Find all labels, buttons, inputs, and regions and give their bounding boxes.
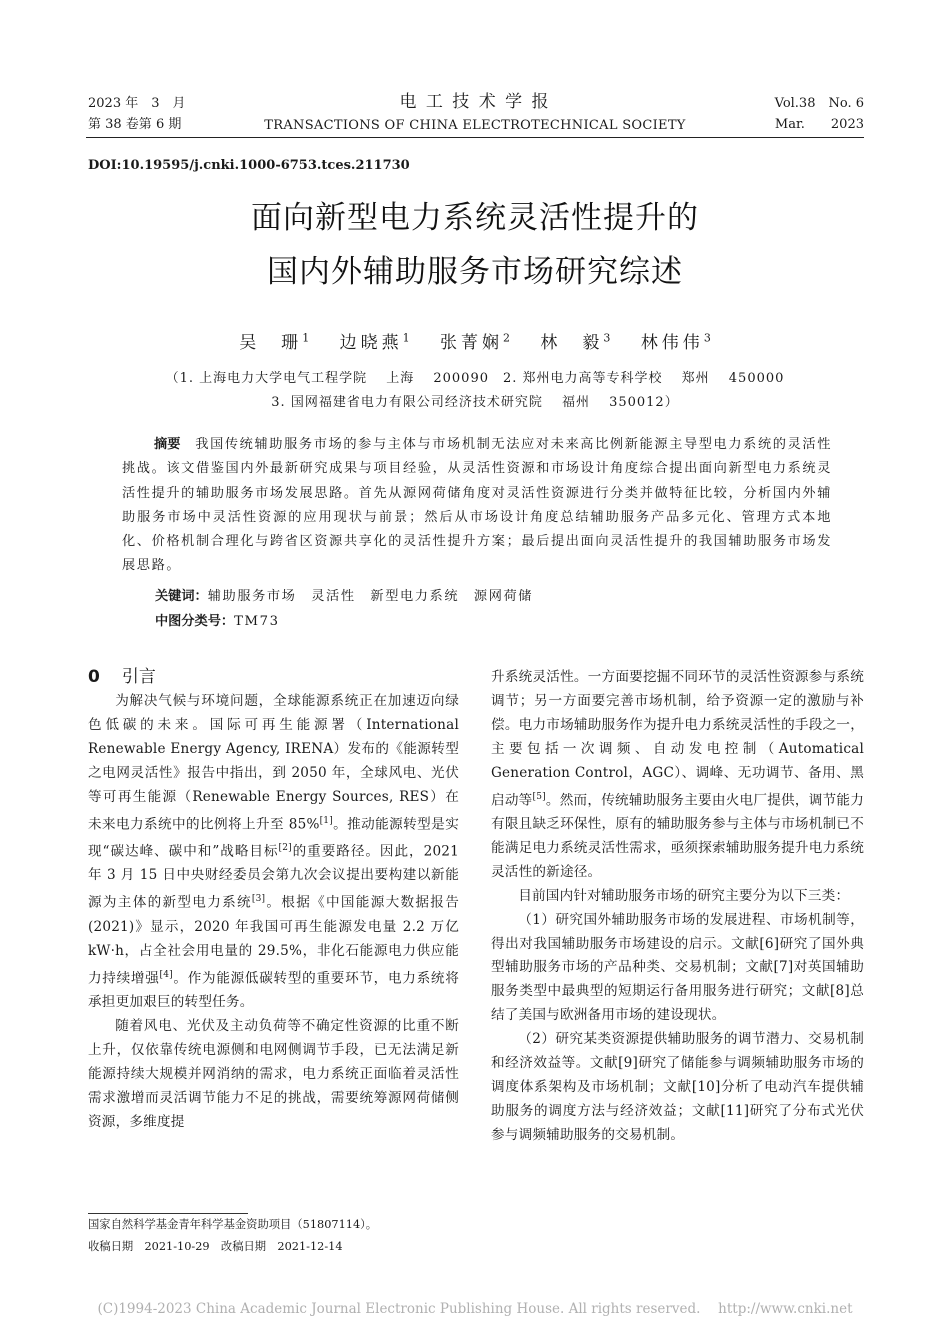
author: 林 毅$^3$ <box>540 331 611 353</box>
funding-note: 国家自然科学基金青年科学基金资助项目（51807114）。 <box>88 1218 378 1231</box>
paragraph: 目前国内针对辅助服务市场的研究主要分为以下三类： <box>518 887 850 904</box>
journal-name-en: TRANSACTIONS OF CHINA ELECTROTECHNICAL SOCIETY <box>264 118 686 133</box>
keywords: 关键词：辅助服务市场 灵活性 新型电力系统 源网荷储 <box>155 589 534 604</box>
citation[interactable]: [5] <box>532 791 546 802</box>
paragraph: 为解决气候与环境问题，全球能源系统正在加速迈向绿色低碳的未来。国际可再生能源署（International Renewable Energy Agency, IRENA）发布的《能源转型之电网灵活性》报告中指出，到 2050 年，全球风电、光伏等可再生能源（Renewable Energy Sources, RES）在未来电力系统中的比例将上升至 85%[1]。推动能源转型是实现“碳达峰、碳中和”战略目标[2]的重要路径。因此，2021 年 3 月 15 日中央财经委员会第九次会议提出要构建以新能源为主体的新型电力系统[3]。根据《中国能源大数据报告(2021)》显示，2020 年我国可再生能源发电量 2.2 万亿 kW·h，占全社会用电量的 29.5%，非化石能源电力供应能力持续增强[4]。作为能源低碳转型的重要环节，电力系统将承担更加艰巨的转型任务。 <box>88 693 460 1010</box>
doi[interactable]: DOI:10.19595/j.cnki.1000-6753.tces.211730 <box>88 158 410 173</box>
title-line-2: 国内外辅助服务市场研究综述 <box>267 254 683 290</box>
affiliation-line-1: （1. 上海电力大学电气工程学院 上海 200090 2. 郑州电力高等专科学校 郑州 450000 <box>165 371 785 386</box>
paragraph: 升系统灵活性。一方面要挖掘不同环节的灵活性资源参与系统调节；另一方面要完善市场机制，给予资源一定的激励与补偿。电力市场辅助服务作为提升电力系统灵活性的手段之一，主要包括一次调频、自动发电控制（Automatical Generation Control，AGC）、调峰、无功调节、备用、黑启动等[5]。然而，传统辅助服务主要由火电厂提供，调节能力有限且缺乏环保性，原有的辅助服务参与主体与市场机制已不能满足电力系统灵活性需求，亟须探索辅助服务提升电力系统灵活性的新途径。 <box>491 669 864 880</box>
paragraph: 随着风电、光伏及主动负荷等不确定性资源的比重不断上升，仅依靠传统电源侧和电网侧调节手段，已无法满足新能源持续大规模并网消纳的需求，电力系统正面临着灵活性需求激增而灵活调节能力不足的挑战，需要统筹源网荷储侧资源，多维度提 <box>88 1017 459 1130</box>
header-volume-en: Vol.38 No. 6 <box>774 96 864 111</box>
classification: 中图分类号：TM73 <box>155 614 280 629</box>
citation[interactable]: [3] <box>251 894 266 905</box>
author: 张菁娴$^2$ <box>440 331 510 353</box>
left-column <box>88 690 459 1134</box>
right-column <box>491 666 864 1148</box>
header-rule <box>86 137 864 138</box>
paragraph: （2）研究某类资源提供辅助服务的调节潜力、交易机制和经济效益等。文献[9]研究了储能参与调频辅助服务市场的调度体系架构及市场机制；文献[10]分析了电动汽车提供辅助服务的调度方法与经济效益；文献[11]研究了分布式光伏参与调频辅助服务的交易机制。 <box>491 1031 864 1143</box>
citation[interactable]: [2] <box>278 842 292 853</box>
title-line-1: 面向新型电力系统灵活性提升的 <box>251 200 699 236</box>
author: 林伟伟$^3$ <box>640 331 711 353</box>
citation[interactable]: [4] <box>159 969 173 980</box>
affiliation-line-2: 3. 国网福建省电力有限公司经济技术研究院 福州 350012） <box>271 395 679 410</box>
abstract <box>122 433 832 579</box>
journal-name-cn: 电 工 技 术 学 报 <box>399 92 551 112</box>
paragraph: （1）研究国外辅助服务市场的发展进程、市场机制等，得出对我国辅助服务市场建设的启示。文献[6]研究了国外典型辅助服务市场的产品种类、交易机制；文献[7]对英国辅助服务类型中最典型的短期运行备用服务进行研究；文献[8]总结了美国与欧洲备用市场的建设现状。 <box>491 911 864 1024</box>
section-heading: 0 引言 <box>88 667 156 687</box>
keywords-text: 辅助服务市场 灵活性 新型电力系统 源网荷储 <box>207 589 534 604</box>
author: 吴 珊$^1$ <box>239 331 310 353</box>
author: 边晓燕$^1$ <box>339 331 410 353</box>
abstract-label: 摘要 <box>154 437 181 452</box>
header-month-en: Mar. 2023 <box>774 117 864 132</box>
received-dates: 收稿日期 2021-10-29 改稿日期 2021-12-14 <box>88 1240 343 1253</box>
classification-code: TM73 <box>234 614 280 629</box>
header-date: 2023 年 3 月 <box>88 96 186 111</box>
abstract-text: 我国传统辅助服务市场的参与主体与市场机制无法应对未来高比例新能源主导型电力系统的灵活性挑战。该文借鉴国内外最新研究成果与项目经验，从灵活性资源和市场设计角度综合提出面向新型电力系统灵活性提升的辅助服务市场发展思路。首先从源网荷储角度对灵活性资源进行分类并做特征比较，分析国内外辅助服务市场中灵活性资源的应用现状与前景；然后从市场设计角度总结辅助服务产品多元化、管理方式本地化、价格机制合理化与跨省区资源共享化的灵活性提升方案；最后提出面向灵活性提升的我国辅助服务市场发展思路。 <box>122 437 833 574</box>
author-list <box>0 328 950 353</box>
header-volume-cn: 第 38 卷第 6 期 <box>88 117 182 132</box>
copyright-footer: (C)1994-2023 China Academic Journal Electronic Publishing House. All rights reserved. http://www.cnki.net <box>97 1301 853 1317</box>
citation[interactable]: [1] <box>319 815 333 826</box>
